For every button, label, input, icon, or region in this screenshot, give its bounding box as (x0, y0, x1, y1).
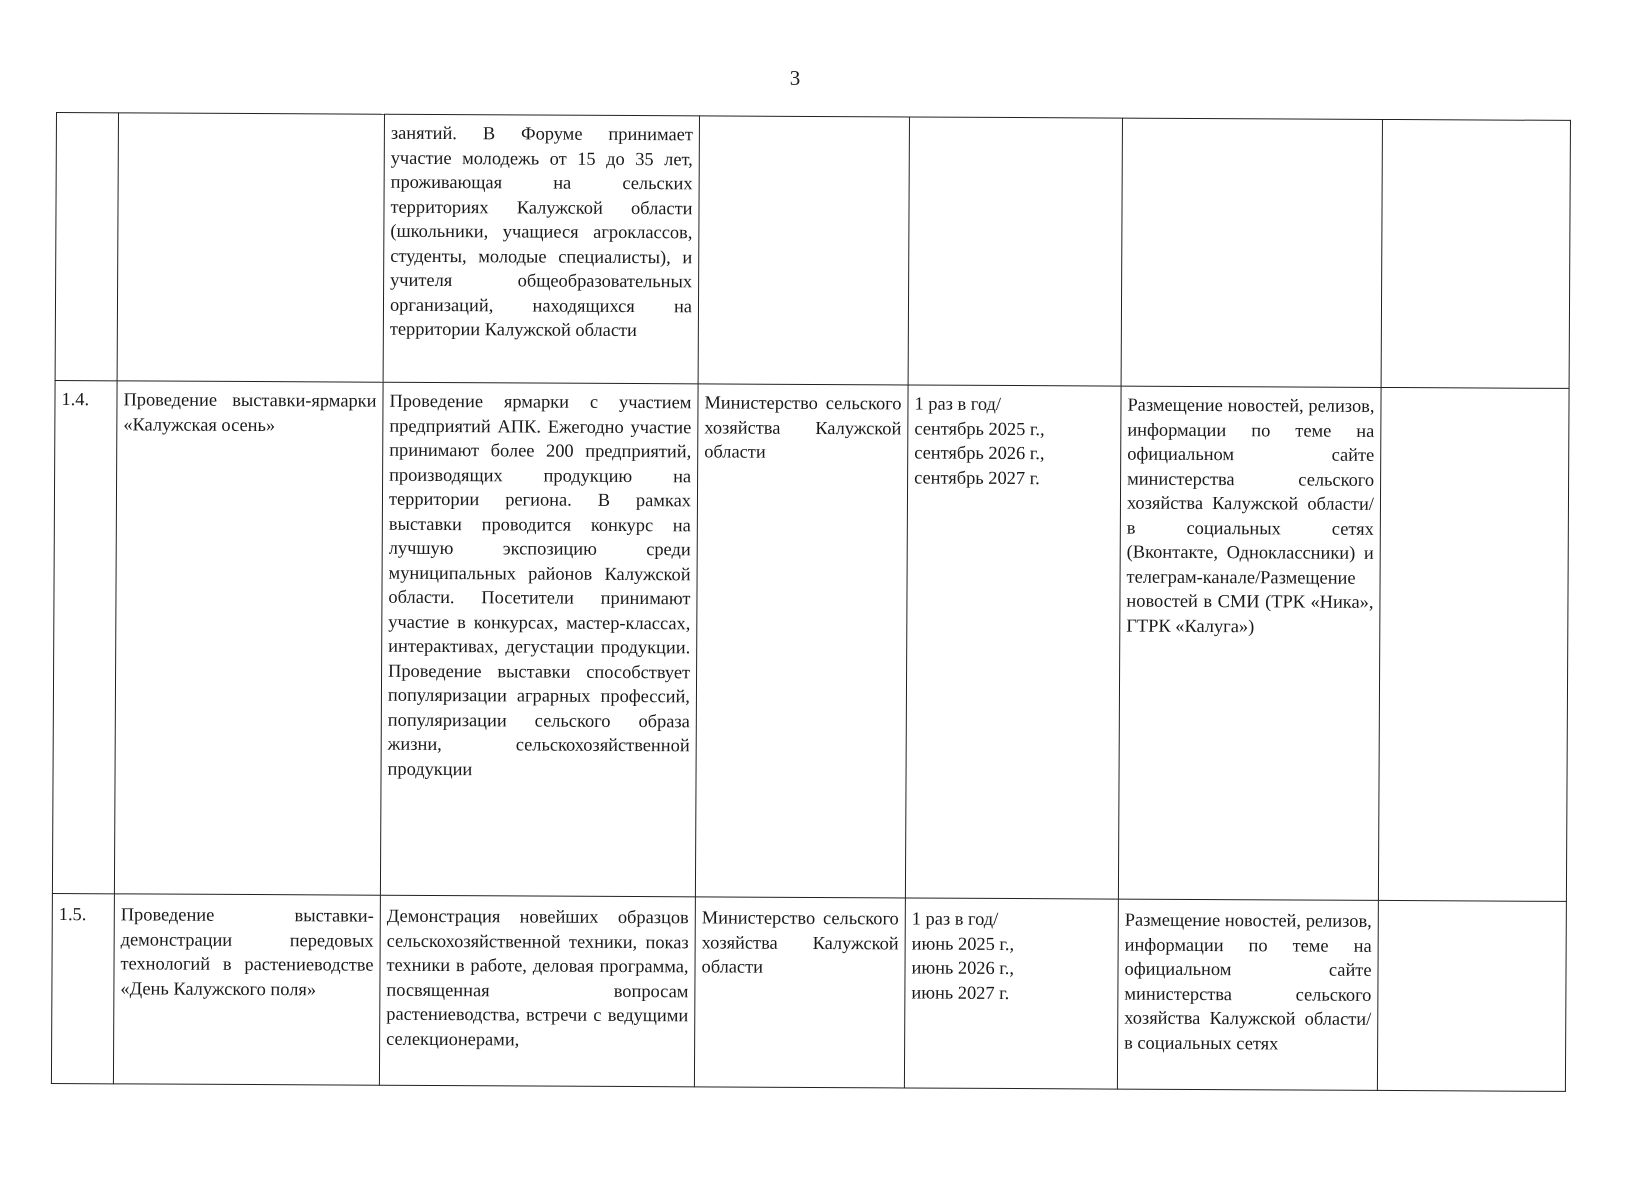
timing-line: июнь 2027 г. (911, 981, 1010, 1003)
timing-line: 1 раз в год/ (911, 908, 999, 929)
cell-coverage: Размещение новостей, релизов, информации по теме на официальном сайте министерства сельского хозяйства Калужской области/ в социальных сетях (1117, 899, 1378, 1090)
cell-responsible (698, 116, 909, 385)
events-table (51, 112, 1571, 1092)
cell-coverage (1121, 118, 1382, 387)
cell-number: 1.4. (52, 380, 117, 893)
timing-line: 1 раз в год/ (914, 393, 1002, 414)
timing-line: сентябрь 2025 г., (914, 417, 1045, 439)
cell-description: Проведение ярмарки с участием предприятий АПК. Ежегодно участие принимают более 200 предприятий, производящих продукцию на территории региона. В рамках выставки проводится конкурс на лучшую экспозицию среди муниципальных районов Калужской области. Посетители принимают участие в конкурсах, мастер-классах, интерактивах, дегустации продукции. Проведение выставки способствует популяризации аграрных профессий, популяризации сельского образа жизни, сельскохозяйственной продукции (380, 382, 698, 897)
page-number: 3 (789, 66, 801, 90)
timing-line: июнь 2025 г., (911, 932, 1015, 954)
cell-title: Проведение выставки-демонстрации передовых технологий в растениеводстве «День Калужского поля» (113, 894, 380, 1085)
cell-timing (908, 117, 1122, 386)
cell-description: Демонстрация новейших образцов сельскохозяйственной техники, показ техники в работе, деловая программа, посвященная вопросам растениеводства, встречи с ведущими селекционерами, (379, 895, 695, 1087)
cell-responsible: Министерство сельского хозяйства Калужской области (695, 384, 908, 898)
cell-note (1377, 900, 1566, 1091)
timing-line: сентябрь 2026 г., (914, 442, 1045, 464)
timing-line: сентябрь 2027 г. (914, 466, 1040, 488)
cell-responsible: Министерство сельского хозяйства Калужской области (694, 897, 905, 1088)
table-row (52, 380, 1569, 901)
table-row (55, 113, 1570, 389)
cell-title (117, 113, 384, 382)
cell-number (55, 113, 118, 381)
cell-timing (905, 385, 1121, 899)
cell-description: занятий. В Форуме принимает участие молодежь от 15 до 35 лет, проживающая на сельских территориях Калужской области (школьники, учащиеся агроклассов, студенты, молодые специалисты), и учителя общеобразовательных организаций, находящихся на территории Калужской области (383, 114, 699, 384)
cell-coverage: Размещение новостей, релизов, информации по теме на официальном сайте министерства сельского хозяйства Калужской области/ в социальных сетях (Вконтакте, Одноклассники) и телеграм-канале/Размещение новостей в СМИ (ТРК «Ника», ГТРК «Калуга») (1118, 386, 1381, 900)
cell-note (1378, 387, 1569, 901)
cell-number: 1.5. (51, 893, 114, 1083)
cell-title: Проведение выставки-ярмарки «Калужская осень» (114, 381, 383, 895)
cell-timing (904, 898, 1118, 1089)
timing-line: июнь 2026 г., (911, 957, 1015, 979)
cell-note (1381, 119, 1570, 388)
table-row (51, 893, 1566, 1091)
